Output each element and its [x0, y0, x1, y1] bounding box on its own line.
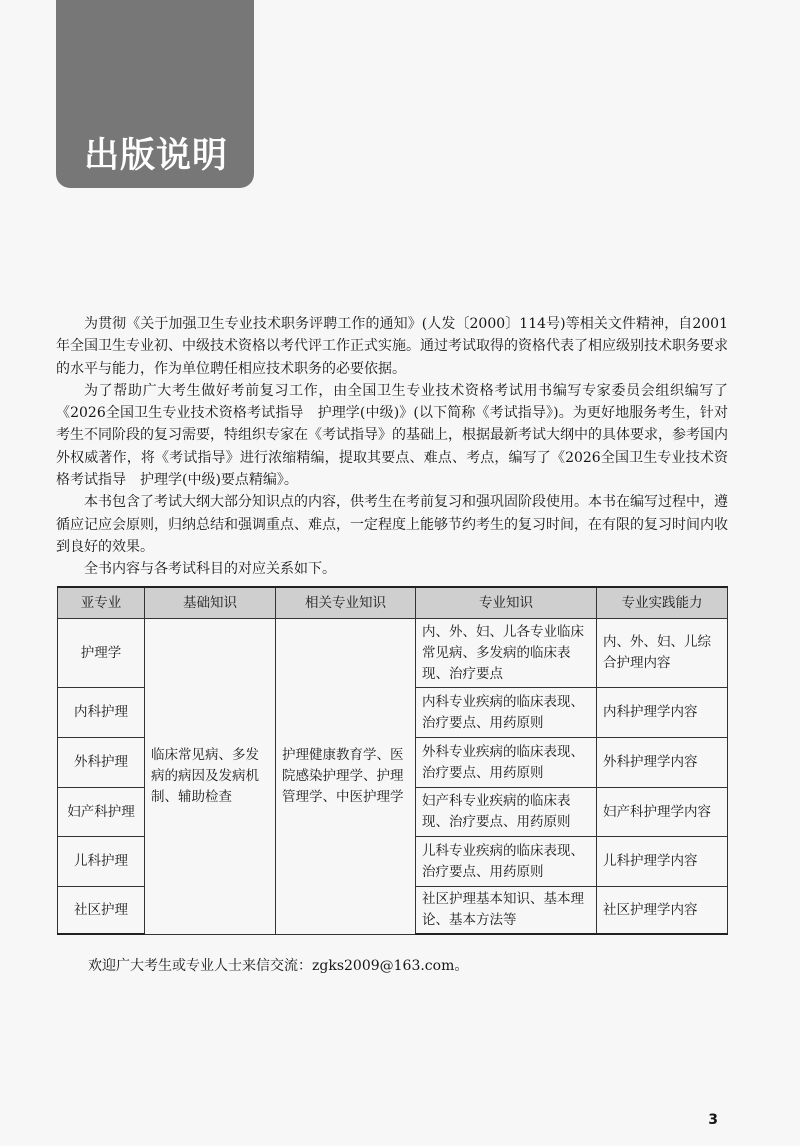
specialty-cell: 内科护理	[58, 688, 145, 738]
header-cell-basic: 基础知识	[145, 587, 276, 619]
page-number: 3	[708, 1112, 718, 1128]
header-cell-practice: 专业实践能力	[597, 587, 728, 619]
contact-line: 欢迎广大考生或专业人士来信交流：zgks2009@163.com。	[88, 958, 469, 974]
specialty-cell: 儿科护理	[58, 837, 145, 887]
professional-cell: 内科专业疾病的临床表现、治疗要点、用药原则	[416, 688, 597, 738]
header-cell-specialty: 亚专业	[58, 587, 145, 619]
specialty-cell: 社区护理	[58, 887, 145, 935]
header-cell-professional: 专业知识	[416, 587, 597, 619]
specialty-cell: 妇产科护理	[58, 788, 145, 837]
table-header-row	[58, 587, 728, 619]
professional-cell: 外科专业疾病的临床表现、治疗要点、用药原则	[416, 738, 597, 788]
intro-paragraph: 本书包含了考试大纲大部分知识点的内容，供考生在考前复习和强巩固阶段使用。本书在编写过程中，遵循应记应会原则，归纳总结和强调重点、难点，一定程度上能够节约考生的复习时间，在有限的复习时间内收到良好的效果。	[56, 494, 728, 555]
related-knowledge-cell: 护理健康教育学、医院感染护理学、护理管理学、中医护理学	[276, 619, 416, 935]
practice-cell: 内科护理学内容	[597, 688, 728, 738]
professional-cell: 妇产科专业疾病的临床表现、治疗要点、用药原则	[416, 788, 597, 837]
practice-cell: 外科护理学内容	[597, 738, 728, 788]
specialty-cell: 护理学	[58, 619, 145, 688]
practice-cell: 社区护理学内容	[597, 887, 728, 935]
practice-cell: 儿科护理学内容	[597, 837, 728, 887]
practice-cell: 内、外、妇、儿综合护理内容	[597, 619, 728, 688]
practice-cell: 妇产科护理学内容	[597, 788, 728, 837]
professional-cell: 内、外、妇、儿各专业临床常见病、多发病的临床表现、治疗要点	[416, 619, 597, 688]
intro-section	[56, 313, 728, 581]
specialty-cell: 外科护理	[58, 738, 145, 788]
basic-knowledge-cell: 临床常见病、多发病的病因及发病机制、辅助检查	[145, 619, 276, 935]
intro-paragraph: 为贯彻《关于加强卫生专业技术职务评聘工作的通知》(人发〔2000〕114号)等相关文件精神，自2001年全国卫生专业初、中级技术资格以考代评工作正式实施。通过考试取得的资格代表了相应级别技术职务要求的水平与能力，作为单位聘任相应技术职务的必要依据。	[56, 316, 728, 377]
intro-paragraph: 全书内容与各考试科目的对应关系如下。	[84, 561, 336, 578]
header-cell-related: 相关专业知识	[276, 587, 416, 619]
table-row	[58, 619, 728, 688]
page-title: 出版说明	[84, 136, 229, 176]
professional-cell: 社区护理基本知识、基本理论、基本方法等	[416, 887, 597, 935]
intro-paragraph: 为了帮助广大考生做好考前复习工作，由全国卫生专业技术资格考试用书编写专家委员会组织编写了《2026全国卫生专业技术资格考试指导 护理学(中级)》(以下简称《考试指导》)。为更好地服务考生，针对考生不同阶段的复习需要，特组织专家在《考试指导》的基础上，根据最新考试大纲中的具体要求，参考国内外权威著作，将《考试指导》进行浓缩精编，提取其要点、难点、考点，编写了《2026全国卫生专业技术资格考试指导 护理学(中级)要点精编》。	[56, 382, 728, 489]
professional-cell: 儿科专业疾病的临床表现、治疗要点、用药原则	[416, 837, 597, 887]
subject-mapping-table	[57, 586, 728, 935]
